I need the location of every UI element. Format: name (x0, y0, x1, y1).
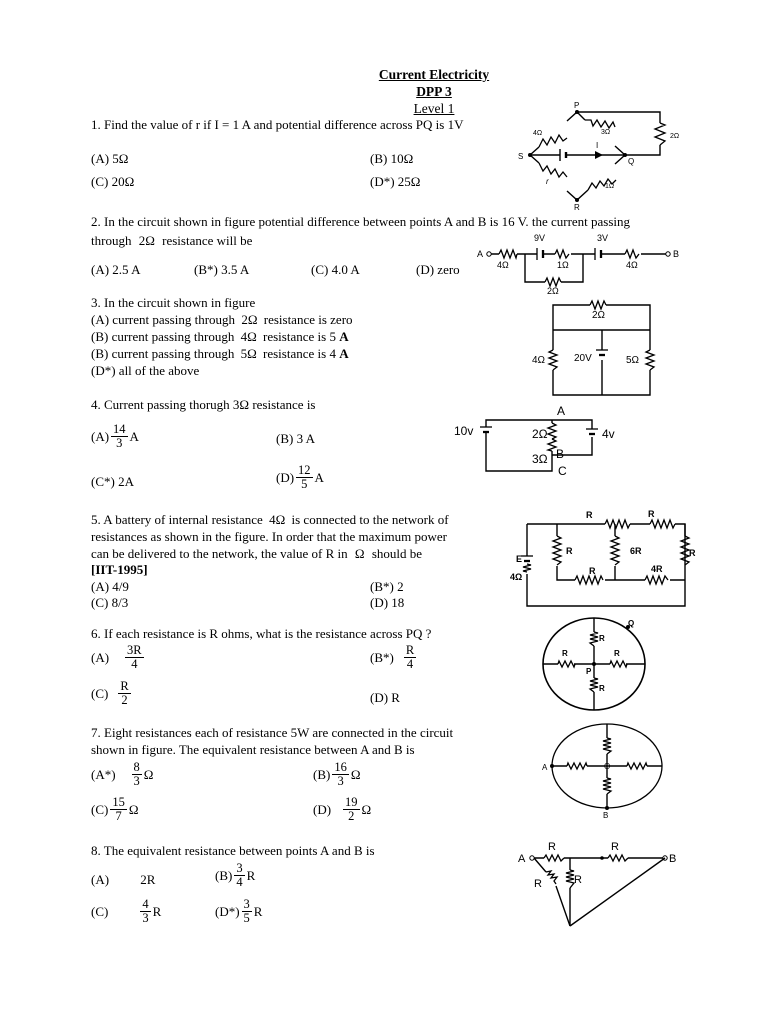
q4-option-d-fraction (296, 464, 313, 491)
q1-fig-label-p: P (574, 101, 580, 110)
q8-option-c[interactable] (91, 898, 161, 925)
q5-line3-post: should be (371, 546, 423, 561)
q4-fig-volt-10: 10v (454, 424, 474, 438)
q6-fig-res-r-right: R (614, 649, 620, 658)
q7-fig-label-o: O (604, 762, 611, 771)
q1-option-a[interactable]: (A) 5Ω (91, 151, 129, 166)
q1-option-b[interactable]: (B) 10Ω (370, 151, 414, 166)
q1-fig-label-r-small: r (546, 177, 549, 186)
q5-line1-pre: 5. A battery of internal resistance (91, 512, 263, 527)
q3-line-c-val: 5Ω (240, 346, 257, 361)
q7-option-a[interactable] (91, 761, 153, 788)
q3-line-d[interactable]: (D*) all of the above (91, 363, 200, 378)
q2-option-b[interactable]: (B*) 3.5 A (194, 262, 250, 277)
q2-fig-res-4a: 4Ω (497, 260, 509, 270)
q5-fig-res-4r: 4R (651, 564, 663, 574)
q8-fig-res-r2: R (611, 841, 619, 853)
q5-line1-val: 4Ω (269, 512, 286, 527)
q6-fig-res-r-top: R (599, 634, 605, 643)
frac-den: 7 (115, 809, 122, 824)
doc-title: Current Electricity (378, 67, 490, 82)
q4-option-d-unit: A (314, 469, 324, 485)
q6-option-c-label: (C) (91, 685, 109, 701)
q4-option-a-label: (A) (91, 428, 110, 444)
q8-option-c-fraction (140, 898, 150, 925)
q6-circuit-diagram (540, 616, 650, 712)
q8-option-b-label: (B) (215, 867, 233, 883)
doc-subtitle: DPP 3 (416, 84, 452, 99)
q1-option-c[interactable]: (C) 20Ω (91, 174, 135, 189)
frac-num: 16 (334, 760, 347, 774)
q2-fig-label-a: A (477, 249, 484, 259)
q5-fig-label-e: E (516, 554, 523, 564)
q2-circuit-diagram (475, 232, 685, 296)
q5-line2: resistances as shown in the figure. In order that the maximum power (91, 529, 447, 544)
q5-option-a[interactable]: (A) 4/9 (91, 579, 129, 594)
q8-fig-res-r3: R (534, 878, 542, 890)
q3-fig-res-4: 4Ω (532, 355, 546, 366)
q7-option-a-label: (A*) (91, 766, 116, 782)
q8-option-b-fraction (234, 862, 244, 889)
q6-option-c[interactable] (91, 680, 133, 707)
q8-option-b-unit: R (246, 867, 256, 883)
q8-option-c-label: (C) (91, 903, 109, 919)
q6-option-a-label: (A) (91, 649, 110, 665)
q8-option-a-label: (A) (91, 872, 110, 887)
q3-fig-res-2: 2Ω (592, 310, 606, 321)
q1-fig-label-r: R (574, 203, 580, 212)
q2-text-line1: 2. In the circuit shown in figure potential difference between points A and B is 16 V. the current passing (91, 214, 631, 229)
q3-line-b-post: resistance is 5 (263, 329, 336, 344)
q4-fig-res-2: 2Ω (532, 427, 548, 441)
q3-fig-res-5: 5Ω (626, 355, 640, 366)
q4-fig-label-a: A (557, 404, 566, 418)
q6-fig-label-p: P (586, 667, 592, 676)
q4-option-a-fraction (111, 423, 128, 450)
q7-option-b-unit: Ω (350, 766, 361, 782)
q8-option-a[interactable] (91, 872, 155, 888)
q4-option-b[interactable]: (B) 3 A (276, 431, 315, 446)
frac-den: 2 (121, 693, 128, 708)
q2-option-d[interactable]: (D) zero (416, 262, 460, 277)
q4-option-d-label: (D) (276, 469, 295, 485)
q7-fig-label-a: A (542, 763, 548, 772)
q6-option-d[interactable]: (D) R (370, 690, 400, 705)
q7-option-d-unit: Ω (361, 801, 372, 817)
q7-option-d-label: (D) (313, 801, 332, 817)
q6-fig-label-q: Q (628, 619, 635, 628)
frac-den: 3 (142, 911, 149, 926)
q3-line-a[interactable] (91, 312, 353, 328)
q1-fig-res-3: 3Ω (601, 129, 611, 136)
frac-num: 4 (142, 897, 149, 911)
q2-text-pre: through (91, 233, 132, 248)
q7-option-c[interactable] (91, 796, 139, 823)
q8-option-d-label: (D*) (215, 903, 240, 919)
q4-fig-volt-4: 4v (602, 427, 615, 441)
q6-fig-res-r-left: R (562, 649, 568, 658)
q6-option-b-fraction (404, 644, 416, 671)
q5-fig-res-6r: 6R (630, 546, 642, 556)
q7-option-a-unit: Ω (143, 766, 154, 782)
q4-option-a[interactable] (91, 423, 139, 450)
q5-fig-res-r-right: R (689, 548, 696, 558)
q1-option-d[interactable]: (D*) 25Ω (370, 174, 421, 189)
frac-den: 4 (131, 657, 138, 672)
q8-option-d-unit: R (253, 903, 263, 919)
frac-den: 3 (337, 774, 344, 789)
q3-fig-volt-20: 20V (574, 353, 592, 364)
frac-num: 8 (133, 760, 140, 774)
q8-fig-res-r4: R (574, 874, 582, 886)
q4-fig-label-b: B (556, 447, 565, 461)
q7-option-a-fraction (132, 761, 142, 788)
frac-den: 4 (236, 875, 243, 890)
q1-circuit-diagram (515, 100, 695, 212)
q1-fig-res-4: 4Ω (533, 130, 543, 137)
q2-text-post: resistance will be (162, 233, 253, 248)
q6-option-b[interactable] (370, 644, 418, 671)
q7-option-d[interactable] (313, 796, 371, 823)
frac-den: 4 (406, 657, 414, 672)
q7-option-b-fraction (332, 761, 349, 788)
q7-option-d-fraction (343, 796, 360, 823)
q3-line-b-unit: A (339, 329, 349, 344)
q2-option-a[interactable]: (A) 2.5 A (91, 262, 141, 277)
q1-fig-label-s: S (518, 152, 524, 161)
q3-line-c-unit: A (339, 346, 349, 361)
q4-fig-res-3: 3Ω (532, 452, 548, 466)
q5-fig-res-4: 4Ω (510, 572, 523, 582)
q2-option-c[interactable]: (C) 4.0 A (311, 262, 360, 277)
q7-fig-label-b: B (603, 811, 609, 820)
q6-option-c-fraction (118, 680, 130, 707)
frac-den: 5 (301, 477, 308, 492)
q8-option-d-fraction (242, 898, 252, 925)
q5-fig-res-r-bottom: R (589, 566, 596, 576)
frac-num: R (120, 679, 129, 693)
frac-num: 3R (127, 643, 142, 657)
q8-option-b[interactable] (215, 862, 255, 889)
q3-circuit-diagram (530, 300, 665, 400)
q7-option-c-label: (C) (91, 801, 109, 817)
q5-fig-res-r-left: R (566, 546, 573, 556)
q8-fig-label-a: A (518, 853, 526, 865)
q4-circuit-diagram (452, 403, 642, 479)
q5-tag: [IIT-1995] (91, 562, 148, 577)
q7-line1: 7. Eight resistances each of resistance 5W are connected in the circuit (91, 725, 454, 740)
q7-option-b[interactable] (313, 761, 361, 788)
q4-option-c[interactable]: (C*) 2A (91, 474, 134, 489)
q8-fig-res-r1: R (548, 841, 556, 853)
q7-circuit-diagram (540, 718, 670, 824)
q7-line2: shown in figure. The equivalent resistance between A and B is (91, 742, 415, 757)
q6-text: 6. If each resistance is R ohms, what is the resistance across PQ ? (91, 626, 432, 641)
frac-num: 12 (298, 463, 311, 477)
q3-line-c-post: resistance is 4 (263, 346, 336, 361)
q1-fig-label-i: I (596, 141, 599, 150)
q5-line3-pre: can be delivered to the network, the value of R in (91, 546, 348, 561)
q5-option-d[interactable]: (D) 18 (370, 595, 405, 610)
q2-fig-res-2: 2Ω (547, 286, 559, 296)
q7-option-b-label: (B) (313, 766, 331, 782)
q3-line-a-post: resistance is zero (263, 312, 353, 327)
q4-option-a-unit: A (129, 428, 139, 444)
q7-option-c-unit: Ω (128, 801, 139, 817)
q2-fig-res-1: 1Ω (557, 260, 569, 270)
frac-num: 3 (243, 897, 250, 911)
q5-line3 (91, 546, 422, 562)
q4-text: 4. Current passing thorugh 3Ω resistance is (91, 397, 316, 412)
q5-option-c[interactable]: (C) 8/3 (91, 595, 129, 610)
q2-fig-label-3v: 3V (597, 233, 609, 243)
q3-text: 3. In the circuit shown in figure (91, 295, 256, 310)
q6-fig-res-r-bottom: R (599, 684, 605, 693)
q1-fig-res-2: 2Ω (670, 133, 680, 140)
q2-fig-res-4b: 4Ω (626, 260, 638, 270)
q6-option-a[interactable] (91, 644, 146, 671)
q2-fig-label-9v: 9V (534, 233, 546, 243)
q6-option-b-label: (B*) (370, 649, 394, 665)
q5-line1-post: is connected to the network of (291, 512, 449, 527)
q5-fig-res-r-top1: R (586, 510, 593, 520)
frac-den: 3 (116, 436, 123, 451)
frac-den: 3 (133, 774, 140, 789)
q3-line-b-val: 4Ω (240, 329, 257, 344)
q5-fig-res-r-top2: R (648, 509, 655, 519)
frac-num: 15 (112, 795, 125, 809)
q4-fig-label-c: C (558, 464, 567, 478)
q6-option-a-fraction (125, 644, 144, 671)
q1-text: 1. Find the value of r if I = 1 A and potential difference across PQ is 1V (91, 117, 464, 132)
q3-line-c-pre: (B) current passing through (91, 346, 235, 361)
q5-line3-val: Ω (354, 546, 365, 561)
q3-line-a-val: 2Ω (241, 312, 258, 327)
q8-option-c-unit: R (152, 903, 162, 919)
q8-circuit-diagram (510, 838, 685, 938)
q3-line-b[interactable] (91, 329, 349, 345)
q2-text-val: 2Ω (138, 233, 155, 248)
q3-line-a-pre: (A) current passing through (91, 312, 236, 327)
frac-num: R (405, 643, 415, 657)
q2-fig-label-b: B (673, 249, 680, 259)
frac-num: 19 (345, 795, 358, 809)
frac-num: 14 (113, 422, 126, 436)
q8-text: 8. The equivalent resistance between points A and B is (91, 843, 375, 858)
frac-den: 2 (348, 809, 355, 824)
q5-option-b[interactable]: (B*) 2 (370, 579, 404, 594)
q5-line1 (91, 512, 449, 528)
q8-fig-label-b: B (669, 853, 677, 865)
q4-option-d[interactable] (276, 464, 324, 491)
frac-num: 3 (236, 861, 243, 875)
q1-fig-label-q: Q (628, 157, 635, 166)
q5-circuit-diagram (505, 506, 700, 611)
q2-text-line2 (91, 233, 252, 249)
q3-line-c[interactable] (91, 346, 349, 362)
doc-level: Level 1 (413, 101, 455, 116)
q3-line-b-pre: (B) current passing through (91, 329, 235, 344)
q7-option-c-fraction (110, 796, 127, 823)
q8-option-d[interactable] (215, 898, 262, 925)
q8-option-a-value: 2R (140, 872, 156, 887)
frac-den: 5 (243, 911, 250, 926)
q1-fig-res-1: 1Ω (605, 183, 615, 190)
